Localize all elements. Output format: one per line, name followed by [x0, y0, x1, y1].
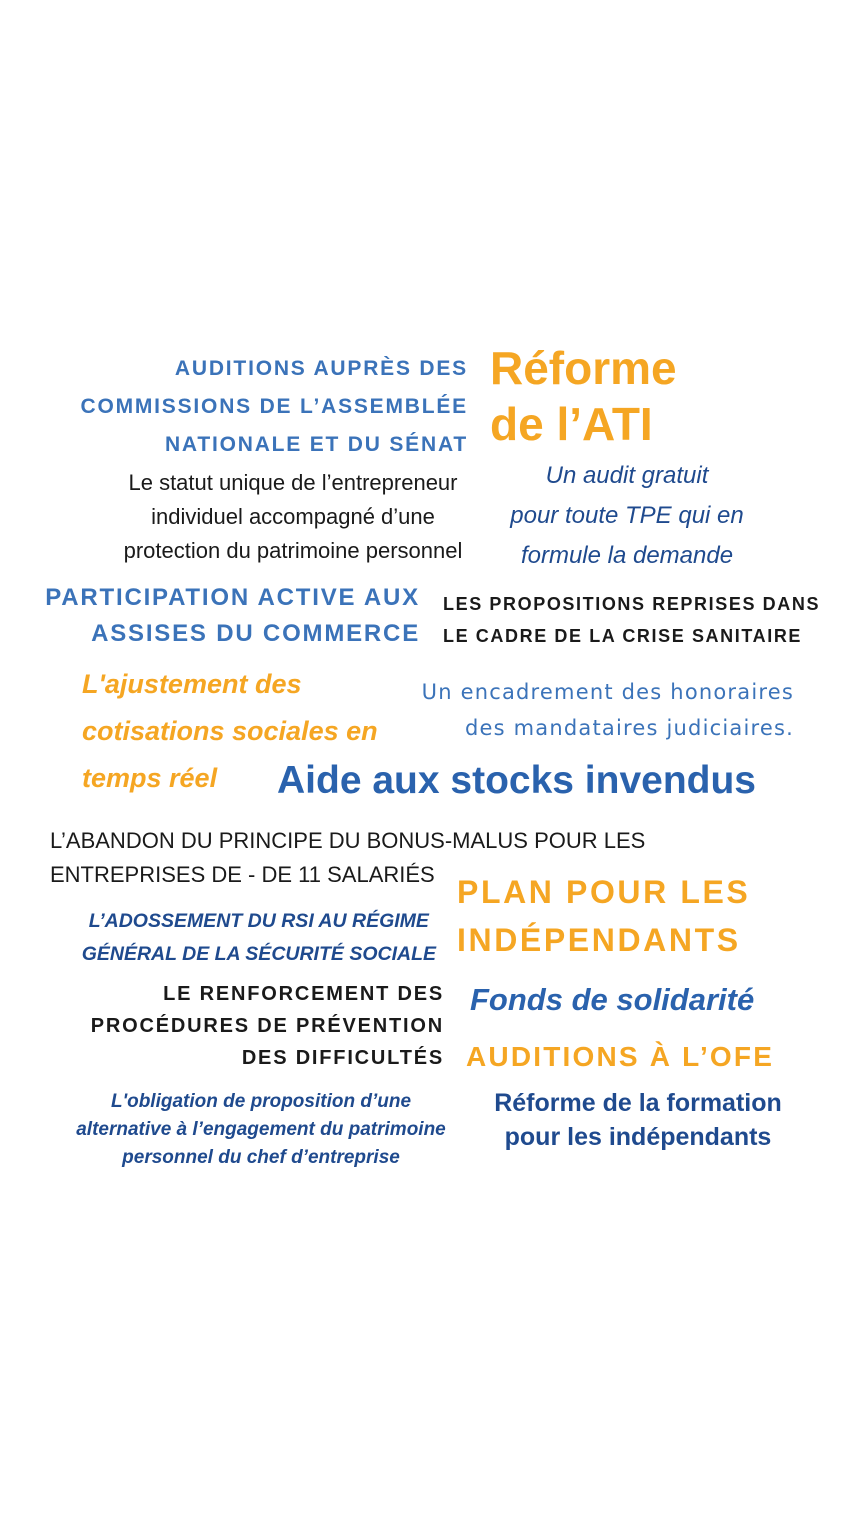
encadrement-honoraires-line-2: des mandataires judiciaires. [464, 716, 794, 740]
audit-gratuit-line-1: Un audit gratuit [545, 462, 709, 489]
crise-sanitaire-line-1: LES PROPOSITIONS REPRISES DANS [443, 594, 821, 614]
renforcement-procedures-line-2: PROCÉDURES DE PRÉVENTION [90, 1015, 444, 1037]
statut-unique-line-2: individuel accompagné d’une [151, 504, 435, 529]
statut-unique-text [98, 466, 488, 568]
assises-commerce-text [45, 580, 420, 652]
auditions-commissions-line-2: COMMISSIONS DE L’ASSEMBLÉE [80, 395, 468, 418]
auditions-ofe-text: AUDITIONS À L’OFE [466, 1041, 775, 1072]
obligation-proposition-line-2: alternative à l’engagement du patrimoine [76, 1119, 446, 1140]
fonds-solidarite-text: Fonds de solidarité [470, 982, 755, 1017]
plan-independants-text [457, 868, 750, 964]
audit-gratuit-text [500, 456, 754, 576]
plan-independants-line-1: PLAN POUR LES [457, 874, 751, 910]
ajustement-cotisations-line-2: cotisations sociales en [82, 716, 378, 746]
reforme-formation-line-1: Réforme de la formation [494, 1089, 782, 1117]
adossement-rsi-line-2: GÉNÉRAL DE LA SÉCURITÉ SOCIALE [81, 943, 436, 965]
auditions-commissions-line-1: AUDITIONS AUPRÈS DES [174, 357, 468, 380]
crise-sanitaire-text [443, 588, 820, 652]
encadrement-honoraires-line-1: Un encadrement des honoraires [421, 680, 794, 704]
audit-gratuit-line-2: pour toute TPE qui en [510, 502, 744, 529]
renforcement-procedures-text [91, 978, 444, 1074]
auditions-commissions-text [80, 350, 468, 464]
reforme-ati-line-1: Réforme [490, 342, 677, 394]
assises-commerce-line-2: ASSISES DU COMMERCE [91, 620, 420, 647]
adossement-rsi-line-1: L’ADOSSEMENT DU RSI AU RÉGIME [88, 910, 429, 932]
statut-unique-line-1: Le statut unique de l’entrepreneur [128, 470, 458, 495]
assises-commerce-line-1: PARTICIPATION ACTIVE AUX [45, 584, 420, 611]
aide-stocks-text: Aide aux stocks invendus [277, 759, 756, 802]
auditions-commissions-line-3: NATIONALE ET DU SÉNAT [164, 433, 468, 456]
ajustement-cotisations-line-3: temps réel [82, 763, 218, 793]
plan-independants-line-2: INDÉPENDANTS [457, 922, 741, 958]
renforcement-procedures-line-1: LE RENFORCEMENT DES [163, 983, 444, 1005]
obligation-proposition-text [50, 1088, 472, 1172]
reforme-formation-line-2: pour les indépendants [504, 1123, 772, 1151]
obligation-proposition-line-3: personnel du chef d’entreprise [122, 1147, 400, 1168]
encadrement-honoraires-text [422, 674, 794, 746]
adossement-rsi-text [82, 905, 436, 971]
reforme-ati-line-2: de l’ATI [490, 398, 653, 450]
bonus-malus-line-1: L’ABANDON DU PRINCIPE DU BONUS-MALUS POUR LES [50, 828, 646, 853]
statut-unique-line-3: protection du patrimoine personnel [123, 538, 463, 563]
bonus-malus-line-2: ENTREPRISES DE - DE 11 SALARIÉS [50, 862, 435, 887]
crise-sanitaire-line-2: LE CADRE DE LA CRISE SANITAIRE [443, 626, 803, 646]
renforcement-procedures-line-3: DES DIFFICULTÉS [241, 1047, 444, 1069]
ajustement-cotisations-line-1: L'ajustement des [82, 669, 302, 699]
obligation-proposition-line-1: L'obligation de proposition d’une [110, 1091, 412, 1112]
audit-gratuit-line-3: formule la demande [520, 542, 734, 569]
reforme-ati-text [490, 340, 677, 452]
reforme-formation-text [470, 1086, 806, 1154]
